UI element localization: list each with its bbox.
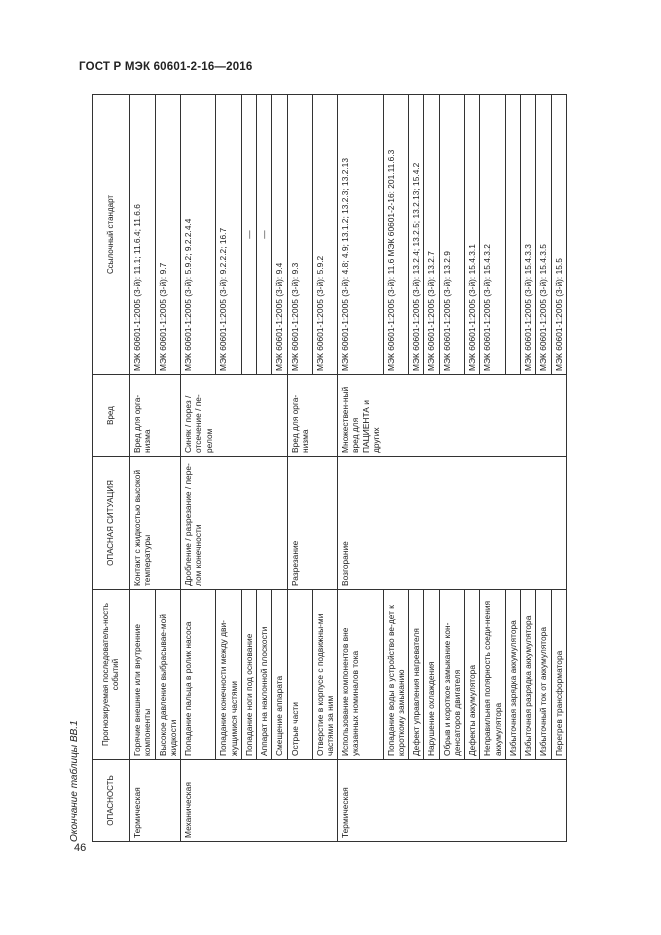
cell-sequence: Горячие внешние или внутренние компоненты [130,590,156,760]
cell-situation-empty [551,457,566,590]
cell-situation-empty [439,457,465,590]
cell-sequence: Высокое давление выбрасывае-мой жидкости [155,590,181,760]
cell-standard-empty [505,95,520,375]
cell-sequence: Использование компонентов вне указанных номиналов тока [338,590,384,760]
col-header-situation: ОПАСНАЯ СИТУАЦИЯ [93,457,130,590]
hazard-table [92,94,567,842]
table-row [241,95,256,842]
table-row [383,95,409,842]
cell-standard: МЭК 60601-1:2005 (3-й): 9.3 [287,95,312,375]
cell-harm-empty [155,375,181,457]
table-row [439,95,465,842]
cell-sequence: Отверстие в корпусе с подвижны-ми частями за ним [312,590,338,760]
cell-hazard-empty [216,760,242,842]
cell-harm-empty [551,375,566,457]
cell-standard: МЭК 60601-1:2005 (3-й): 9.2.2.2; 16.7 [216,95,242,375]
cell-harm-empty [272,375,287,457]
cell-harm: Вред для орга-низма [287,375,312,457]
cell-hazard-empty [257,760,272,842]
cell-harm-empty [312,375,338,457]
cell-sequence: Обрыв и короткое замыкание кон-денсаторов двигателя [439,590,465,760]
cell-situation-empty [272,457,287,590]
col-header-standard: Ссылочный стандарт [93,95,130,375]
cell-hazard-empty [272,760,287,842]
cell-sequence: Дефект управления нагревателя [409,590,424,760]
cell-hazard-empty [551,760,566,842]
table-row [409,95,424,842]
table-row [505,95,520,842]
cell-situation-empty [155,457,181,590]
cell-harm-empty [439,375,465,457]
cell-situation-empty [465,457,480,590]
cell-hazard-empty [439,760,465,842]
cell-situation: Контакт с жидкостью высокой температуры [130,457,156,590]
cell-hazard-empty [465,760,480,842]
cell-harm: Вред для орга-низма [130,375,156,457]
col-header-harm: Вред [93,375,130,457]
cell-sequence: Смещение аппарата [272,590,287,760]
cell-sequence: Аппарат на наклонной плоскости [257,590,272,760]
cell-standard: — [241,95,256,375]
cell-standard: МЭК 60601-1:2005 (3-й): 15.4.3.1 [465,95,480,375]
col-header-sequence: Прогнозируемая последователь-ность событий [93,590,130,760]
table-row [521,95,536,842]
table-row [536,95,551,842]
cell-harm-empty [257,375,272,457]
cell-hazard-empty [241,760,256,842]
cell-harm-empty [383,375,409,457]
cell-harm-empty [521,375,536,457]
cell-harm-empty [505,375,520,457]
cell-hazard-empty [536,760,551,842]
cell-sequence: Попадание конечности между дви-жущимися частями [216,590,242,760]
col-header-hazard: ОПАСНОСТЬ [93,760,130,842]
cell-sequence: Попадание воды в устройство ве-дет к короткому замыканию [383,590,409,760]
cell-situation-empty [536,457,551,590]
cell-standard: МЭК 60601-1:2005 (3-й): 15.4.3.5 [536,95,551,375]
table-row [551,95,566,842]
table-row [480,95,506,842]
cell-harm-empty [465,375,480,457]
cell-standard: МЭК 60601-1:2005 (3-й): 15.5 [551,95,566,375]
cell-harm-empty [409,375,424,457]
cell-standard: МЭК 60601-1:2005 (3-й): 9.7 [155,95,181,375]
cell-standard: МЭК 60601-1:2005 (3-й): 13.2.4; 13.2.5; 13.2.13; 15.4.2 [409,95,424,375]
cell-sequence: Нарушение охлаждения [424,590,439,760]
cell-sequence: Избыточная зарядка аккумулятора [505,590,520,760]
cell-hazard-empty [312,760,338,842]
cell-sequence: Неправильная полярность соеди-нения аккумулятора [480,590,506,760]
cell-sequence: Попадание ноги под основание [241,590,256,760]
table-row [424,95,439,842]
cell-standard: МЭК 60601-1:2005 (3-й): 11.1; 11.6.4; 11.6.6 [130,95,156,375]
cell-harm-empty [480,375,506,457]
cell-situation-empty [521,457,536,590]
cell-harm-empty [241,375,256,457]
cell-hazard: Механическая [181,760,216,842]
cell-hazard-empty [505,760,520,842]
cell-sequence: Попадание пальца в ролик насоса [181,590,216,760]
cell-hazard-empty [409,760,424,842]
cell-sequence: Избыточная разрядка аккумулятора [521,590,536,760]
cell-standard: МЭК 60601-1:2005 (3-й): 11.6 МЭК 60601-2-16: 201.11.6.3 [383,95,409,375]
cell-situation-empty [257,457,272,590]
table-row [181,95,216,842]
cell-hazard-empty [287,760,312,842]
table-caption: Окончание таблицы ВВ.1 [69,720,80,842]
cell-harm: Множествен-ный вред для ПАЦИЕНТА и других [338,375,384,457]
table-row [130,95,156,842]
cell-standard: МЭК 60601-1:2005 (3-й): 5.9.2; 9.2.2.4.4 [181,95,216,375]
cell-hazard-empty [155,760,181,842]
table-row [155,95,181,842]
cell-hazard-empty [521,760,536,842]
cell-situation-empty [241,457,256,590]
table-row [272,95,287,842]
page-number: 46 [74,842,87,854]
cell-hazard-empty [424,760,439,842]
cell-sequence: Перегрев трансформатора [551,590,566,760]
cell-sequence: Избыточный ток от аккумулятора [536,590,551,760]
table-header-row [93,95,130,842]
cell-situation: Возгорание [338,457,384,590]
cell-situation-empty [216,457,242,590]
cell-standard: МЭК 60601-1:2005 (3-й): 13.2.9 [439,95,465,375]
cell-hazard-empty [383,760,409,842]
cell-harm-empty [216,375,242,457]
document-header: ГОСТ Р МЭК 60601-2-16—2016 [79,61,253,73]
cell-sequence: Острые части [287,590,312,760]
cell-situation-empty [505,457,520,590]
cell-harm: Синяк / порез / отсечение / пе-релом [181,375,216,457]
cell-standard: МЭК 60601-1:2005 (3-й): 5.9.2 [312,95,338,375]
cell-harm-empty [424,375,439,457]
cell-hazard: Термическая [130,760,156,842]
cell-hazard-empty [480,760,506,842]
table-row [465,95,480,842]
cell-situation: Разрезание [287,457,312,590]
cell-standard: МЭК 60601-1:2005 (3-й): 9.4 [272,95,287,375]
cell-standard: МЭК 60601-1:2005 (3-й): 13.2.7 [424,95,439,375]
cell-situation-empty [312,457,338,590]
cell-standard: — [257,95,272,375]
table-row [312,95,338,842]
cell-situation-empty [424,457,439,590]
table-row [287,95,312,842]
cell-standard: МЭК 60601-1:2005 (3-й): 15.4.3.2 [480,95,506,375]
cell-situation-empty [409,457,424,590]
rotated-table-area [69,95,564,842]
table-row [338,95,384,842]
cell-hazard: Термическая [338,760,384,842]
table-row [257,95,272,842]
cell-situation: Дробление / разрезание / пере-лом конечности [181,457,216,590]
cell-standard: МЭК 60601-1:2005 (3-й): 15.4.3.3 [521,95,536,375]
cell-situation-empty [480,457,506,590]
cell-sequence: Дефекты аккумулятора [465,590,480,760]
table-row [216,95,242,842]
cell-harm-empty [536,375,551,457]
cell-situation-empty [383,457,409,590]
cell-standard: МЭК 60601-1:2005 (3-й): 4.8; 4.9; 13.1.2; 13.2.3; 13.2.13 [338,95,384,375]
